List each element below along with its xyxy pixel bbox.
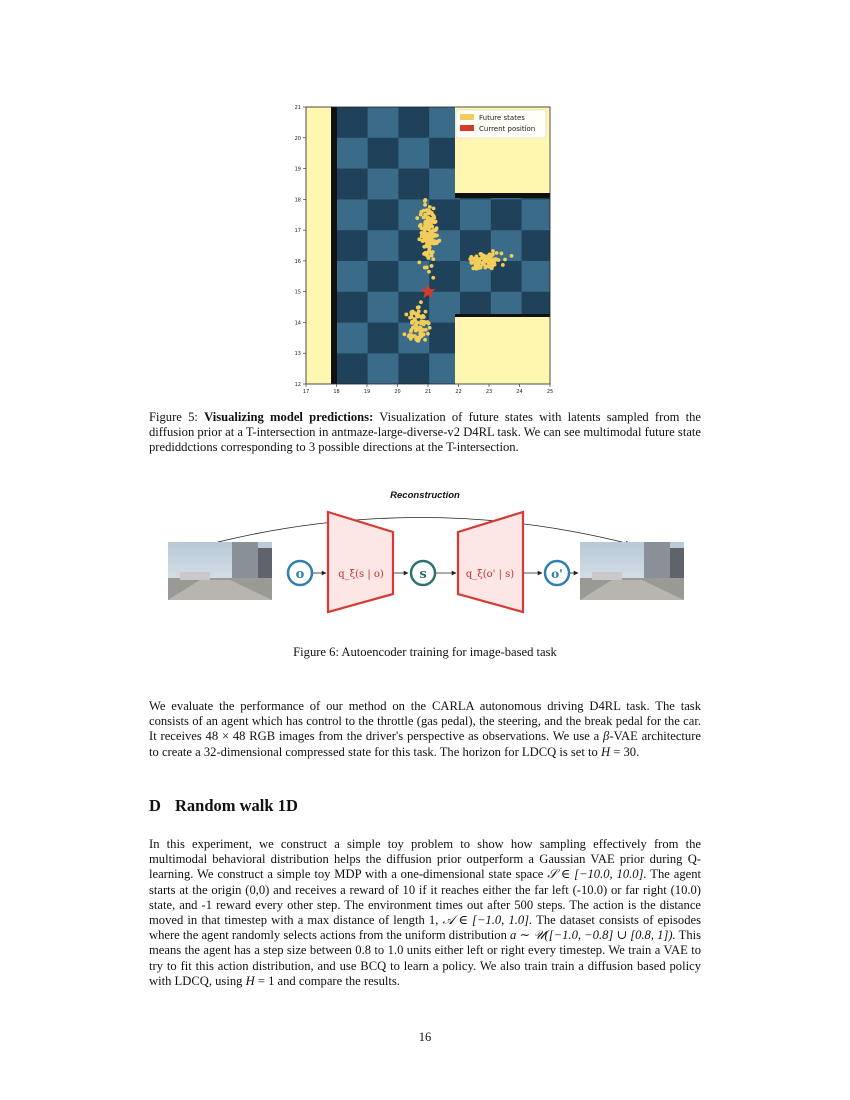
future-state-point [471,266,475,270]
future-state-point [435,227,439,231]
section-title: Random walk 1D [175,796,298,815]
future-state-point [500,252,504,256]
future-state-point [424,227,428,231]
future-state-point [419,331,423,335]
y-tick-label: 13 [294,351,301,358]
future-state-point [435,234,439,238]
section-number: D [149,796,161,815]
future-state-point [418,224,422,228]
future-state-point [423,203,427,207]
future-state-point [468,257,472,261]
section-heading [149,796,298,816]
x-tick-label: 22 [455,389,462,395]
future-state-point [419,300,423,304]
future-state-point [430,264,434,268]
y-tick-label: 15 [294,289,301,296]
future-state-point [426,332,430,336]
future-state-point [419,334,423,338]
future-state-point [432,206,436,210]
x-tick-label: 25 [546,389,554,395]
y-tick-label: 20 [294,135,301,142]
maze-wall-top-right-shadow [455,193,550,198]
x-tick-label: 20 [394,389,401,395]
decoder-block [458,512,523,612]
future-state-point [416,306,420,310]
future-state-point [428,232,432,236]
future-state-point [423,235,427,239]
future-state-point [417,261,421,265]
future-state-point [419,326,423,330]
future-state-point [414,324,418,328]
future-state-point [426,220,430,224]
future-state-point [423,213,427,217]
future-state-point [415,313,419,317]
y-tick-label: 14 [294,320,301,327]
figure5-caption-label: Figure 5: [149,410,198,424]
maze-wall-bottom-right [455,316,550,384]
rw-text-i: = 1 and compare the results. [254,973,400,988]
future-state-point [433,239,437,243]
future-state-point [423,266,427,270]
future-state-point [413,334,417,338]
carla-beta: β [603,729,610,744]
legend-swatch-future [460,114,474,120]
future-state-point [431,229,435,233]
reconstructed-observation-label: o' [551,567,563,581]
carla-text-2: -VAE architecture to create a 32-dimensional compressed state for this task. The horizon for LDCQ is set to [149,729,701,759]
x-tick-label: 19 [363,389,371,395]
future-state-point [409,329,413,333]
future-state-point [420,234,424,238]
future-state-point [421,239,425,243]
reconstruction-arrow [218,517,630,544]
rw-text-c: The agent starts at the origin (0,0) and receives a reward of 10 if it reaches either the far left (-10.0) or far right (10.0) state, and -1 reward every other step. The environment times out after 500 steps. The action is the distance moved in that timestep with a max distance of length 1, [149,867,701,928]
rw-text-a: In this experiment, we construct a simple toy problem to show how sampling effectively from the multimodal behavioral distribution helps the diffusion prior outperform a Gaussian VAE prior during Q-learning. We construct a simple toy MDP with a one-dimensional state space [149,837,701,882]
random-walk-paragraph [149,837,701,989]
future-state-point [487,254,491,258]
x-tick-label: 24 [516,389,523,395]
future-state-point [474,255,478,259]
y-tick-label: 16 [294,258,301,265]
future-state-point [418,314,422,318]
legend [456,110,546,138]
carla-horizon-value: = 30. [610,744,640,759]
carla-text-1: We evaluate the performance of our method on the CARLA autonomous driving D4RL task. The task consists of an agent which has control to the throttle (gas pedal), the steering, and the break pedal for the car. It receives 48 × 48 RGB images from the driver's perspective as observations. We use a [149,699,701,744]
state-node-label: s [419,567,427,582]
carla-paragraph [149,699,701,760]
future-state-point [495,251,499,255]
decoder-label: q_ξ(o' | s) [465,569,515,580]
future-state-point [429,251,433,255]
legend-future-label: Future states [479,114,525,122]
future-state-point [475,264,479,268]
future-state-point [427,270,431,274]
future-state-point [410,315,414,319]
future-state-point [469,260,473,264]
future-state-point [487,264,491,268]
future-state-point [430,213,434,217]
future-state-point [420,231,424,235]
future-state-point [423,199,427,203]
future-state-point [422,209,426,213]
y-tick-label: 18 [294,197,301,204]
future-state-point [431,257,435,261]
future-state-point [491,249,495,253]
encoder-block [328,512,393,612]
future-state-point [497,258,501,262]
figure6-diagram [160,500,690,618]
future-state-point [479,252,483,256]
future-state-point [430,220,434,224]
future-state-point [424,328,428,332]
x-tick-label: 18 [333,389,340,395]
future-state-point [431,276,435,280]
rw-horizon-symbol: H [245,973,255,988]
future-state-point [427,322,431,326]
x-tick-label: 21 [424,389,432,395]
legend-current-label: Current position [479,125,536,133]
y-tick-label: 21 [294,105,301,111]
figure6-caption: Figure 6: Autoencoder training for image-based task [293,645,557,659]
future-state-point [422,245,426,249]
figure5-caption-title: Visualizing model predictions: [204,410,374,424]
x-tick-label: 17 [302,389,310,395]
future-state-point [417,237,421,241]
future-state-point [403,332,407,336]
future-state-point [407,334,411,338]
figure5-caption-text: Visualization of future states with latents sampled from the diffusion prior at a T-intersection in antmaze-large-diverse-v2 D4RL task. We can see multimodal future state prediddctions corresponding to 3 possible directions at the T-intersection. [149,410,702,455]
y-tick-label: 17 [294,228,301,235]
rw-text-g: This means the agent has a step size between 0.8 to 1.0 units either left or right every timestep. We train a VAE to try to fit this action distribution, and use BCQ to learn a policy. We also train train a diffusion based policy with LDCQ, using [149,928,702,988]
future-state-point [430,225,434,229]
future-state-point [493,257,497,261]
future-state-point [428,205,432,209]
future-state-point [404,313,408,317]
y-tick-label: 19 [294,166,301,173]
future-state-point [424,310,428,314]
figure5-plot [280,100,560,395]
future-state-point [428,210,432,214]
observation-node-label: o [295,567,305,582]
future-state-point [424,251,428,255]
reconstruction-label: Reconstruction [390,490,460,501]
input-image [168,542,272,600]
figure5-caption [149,410,701,456]
future-state-point [503,258,507,262]
future-state-point [426,255,430,259]
output-image [580,542,684,600]
maze-wall-bottom-right-shadow [455,314,550,317]
future-state-point [501,263,505,267]
maze-wall-left-shadow [331,107,337,384]
future-state-point [415,216,419,220]
y-tick-label: 12 [294,382,301,388]
future-state-point [477,260,481,264]
x-tick-label: 23 [485,389,493,395]
page-number: 16 [418,1030,432,1044]
future-state-point [423,338,427,342]
carla-horizon-symbol: H [601,744,611,759]
future-state-point [425,216,429,220]
future-state-point [428,326,432,330]
future-state-point [431,217,435,221]
legend-swatch-current [460,125,474,131]
rw-action-distribution: a ∼ 𝒰([−1.0, −0.8] ∪ [0.8, 1]). [510,928,676,943]
future-state-point [484,256,488,260]
rw-text-e: The dataset consists of episodes where the agent randomly selects actions from the uniform distribution [149,913,702,943]
maze-wall-left [306,107,331,384]
encoder-label: q_ξ(s | o) [338,569,384,580]
rw-action-space: 𝒜 ∈ [−1.0, 1.0]. [442,913,533,928]
future-state-point [510,254,514,258]
future-state-point [430,237,434,241]
y-axis-ticks [295,105,306,388]
rw-state-space: 𝒮 ∈ [−10.0, 10.0]. [547,867,647,882]
future-state-point [409,310,413,314]
x-axis-ticks [303,384,553,395]
future-state-point [423,321,427,325]
